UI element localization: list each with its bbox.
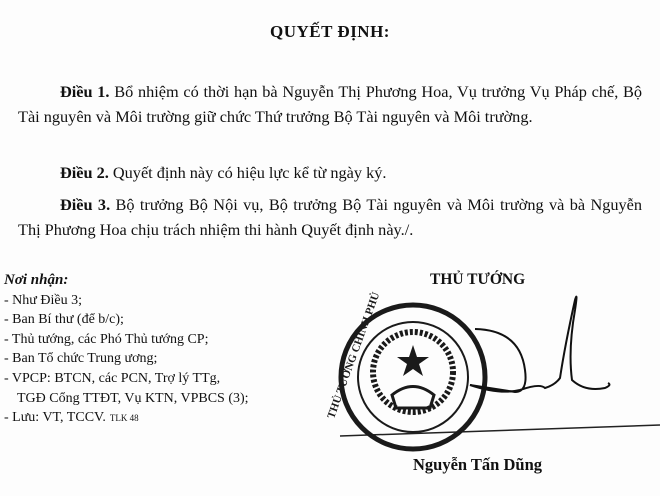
signer-name: Nguyễn Tấn Dũng <box>413 455 542 474</box>
recipient-item: - VPCP: BTCN, các PCN, Trợ lý TTg, <box>4 370 221 386</box>
article-label: Điều 1. <box>60 82 110 101</box>
svg-text:THỦ TƯỚNG CHÍNH PHỦ: THỦ TƯỚNG CHÍNH PHỦ <box>325 290 383 421</box>
official-seal-icon <box>325 291 485 449</box>
article-text: Bổ nhiệm có thời hạn bà Nguyễn Thị Phương Hoa, Vụ trưởng Vụ Pháp chế, Bộ Tài nguyên và Môi trường giữ chức Thứ trưởng Bộ Tài nguyên và Môi trường. <box>18 82 643 126</box>
article-text: Bộ trưởng Bộ Nội vụ, Bộ trưởng Bộ Tài nguyên và Môi trường và bà Nguyễn Thị Phương Hoa chịu trách nhiệm thi hành Quyết định này./. <box>18 195 643 239</box>
recipient-item: - Lưu: VT, TCCV. <box>4 410 106 426</box>
recipient-item: TGĐ Cổng TTĐT, Vụ KTN, VPBCS (3); <box>17 390 249 406</box>
recipient-item: - Ban Bí thư (để b/c); <box>4 312 124 328</box>
document-title: QUYẾT ĐỊNH: <box>270 22 390 41</box>
article-label: Điều 3. <box>60 195 111 214</box>
recipient-item: - Ban Tổ chức Trung ương; <box>4 351 158 367</box>
signer-title: THỦ TƯỚNG <box>430 271 526 288</box>
recipient-item: - Như Điều 3; <box>4 292 82 308</box>
article-text: Quyết định này có hiệu lực kể từ ngày ký. <box>108 163 387 182</box>
signature-handwriting <box>470 297 609 392</box>
recipients-heading: Nơi nhận: <box>4 272 69 288</box>
article-label: Điều 2. <box>60 163 109 182</box>
recipient-item: - Thủ tướng, các Phó Thủ tướng CP; <box>4 331 209 347</box>
initials: TLK 48 <box>109 413 139 424</box>
